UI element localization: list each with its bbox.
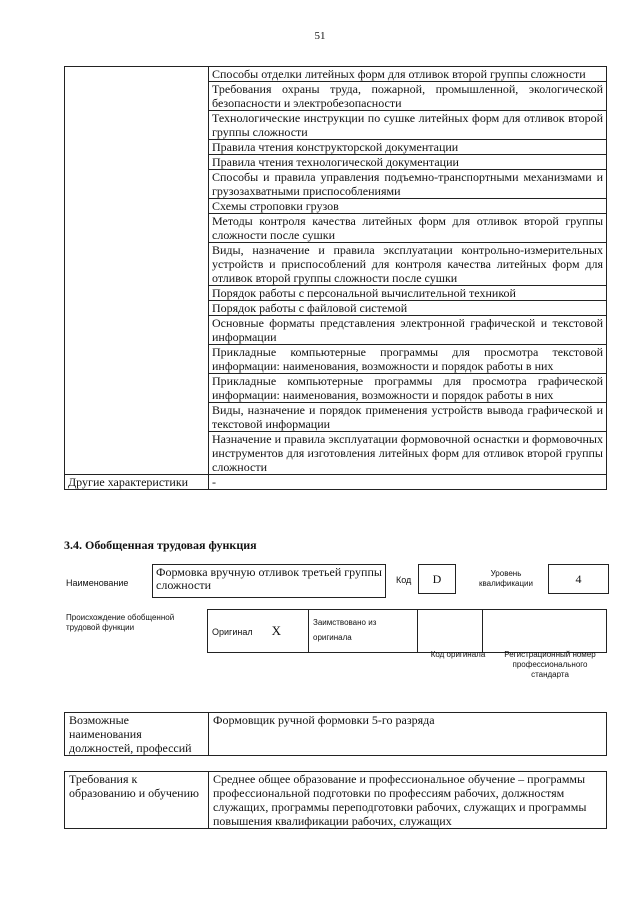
function-name-value: Формовка вручную отливок третьей группы сложности [156,565,382,592]
knowledge-item: Основные форматы представления электронной графической и текстовой информации [209,316,607,345]
level-box [548,564,609,594]
knowledge-item: Методы контроля качества литейных форм для отливок второй группы сложности после сушки [209,214,607,243]
code-label: Код [396,575,412,585]
section-title: 3.4. Обобщенная трудовая функция [64,538,257,552]
origin-label: Происхождение обобщенной трудовой функции [66,613,175,632]
knowledge-item: Способы и правила управления подъемно-транспортными механизмами и грузозахватными приспособлениями [209,170,607,199]
education-table [64,771,607,829]
knowledge-item: Виды, назначение и порядок применения устройств вывода графической и текстовой информации [209,403,607,432]
table-row [65,67,607,82]
positions-table [64,712,607,756]
original-cell [208,610,309,653]
level-label: Уровень квалификации [479,569,533,588]
knowledge-item: Правила чтения конструкторской документации [209,140,607,155]
page-number: 51 [314,30,326,42]
knowledge-item: Правила чтения технологической документации [209,155,607,170]
code-original-cell [418,610,483,653]
knowledge-item: Прикладные компьютерные программы для просмотра графической информации: наименования, возможности и порядок работы в них [209,374,607,403]
education-value: Среднее общее образование и профессиональное обучение – программы профессиональной подготовки по профессиям рабочих, должностям служащих, программы переподготовки рабочих, служащих и программы повышения квалификации рабочих, служащих [209,772,607,829]
table-row [65,475,607,490]
other-characteristics-value: - [209,475,607,490]
knowledge-item: Порядок работы с персональной вычислительной техникой [209,286,607,301]
knowledge-item: Требования охраны труда, пожарной, промышленной, экологической безопасности и электробезопасности [209,82,607,111]
reg-number-caption: Регистрационный номер профессионального стандарта [504,650,596,679]
other-characteristics-label: Другие характеристики [65,475,209,490]
borrowed-label: Заимствовано из оригинала [313,618,377,642]
knowledge-item: Прикладные компьютерные программы для просмотра текстовой информации: наименования, возможности и порядок работы в них [209,345,607,374]
code-original-caption: Код оригинала [430,650,486,659]
knowledge-item: Способы отделки литейных форм для отливок второй группы сложности [209,67,607,82]
function-name-box [152,564,386,598]
knowledge-item: Виды, назначение и правила эксплуатации контрольно-измерительных устройств и приспособлений для контроля качества литейных форм для отливок второй группы сложности после сушки [209,243,607,286]
original-mark: X [271,623,281,638]
code-box [418,564,456,594]
knowledge-item: Назначение и правила эксплуатации формовочной оснастки и формовочных инструментов для изготовления литейных форм для отливок второй группы сложности [209,432,607,475]
level-value: 4 [575,571,582,586]
positions-label: Возможные наименования должностей, профессий [65,713,209,756]
knowledge-table [64,66,607,490]
code-value: D [432,571,442,586]
reg-number-cell [483,610,607,653]
origin-table [207,609,607,653]
knowledge-item: Технологические инструкции по сушке литейных форм для отливок второй группы сложности [209,111,607,140]
knowledge-item: Схемы строповки грузов [209,199,607,214]
borrowed-cell [309,610,418,653]
name-label: Наименование [66,578,129,588]
knowledge-item: Порядок работы с файловой системой [209,301,607,316]
original-label: Оригинал [212,627,253,637]
knowledge-label-cell [65,67,209,475]
education-label: Требования к образованию и обучению [65,772,209,829]
positions-value: Формовщик ручной формовки 5-го разряда [209,713,607,756]
